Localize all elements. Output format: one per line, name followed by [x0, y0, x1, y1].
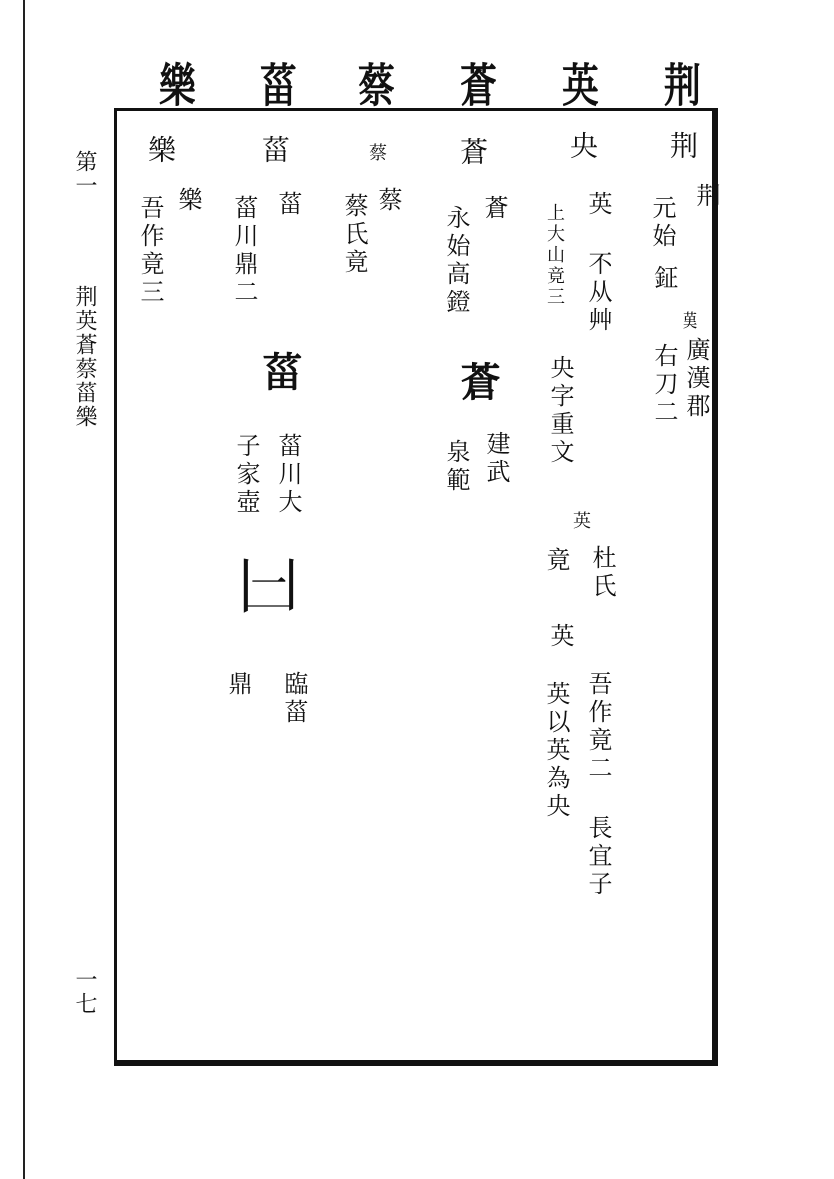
- entry-zi-source-5: 鼎: [224, 671, 252, 699]
- seal-char-zi: 菑: [254, 61, 298, 107]
- headword-le: 樂: [144, 135, 177, 165]
- entry-zi-source-1: 菑川鼎二: [230, 195, 258, 307]
- entry-ying-source-3: 竟: [542, 547, 570, 575]
- entry-cang-source-1: 永始高鐙: [442, 205, 470, 317]
- entry-jing-source-1: 元始: [648, 195, 676, 251]
- entry-ying-source-4: 吾作竟二 長宜子: [584, 671, 612, 899]
- headword-jing: 荆: [666, 131, 699, 161]
- entry-ying-source-1: 上大山竟三: [544, 203, 565, 308]
- entry-zi-source-4: 臨菑: [280, 671, 308, 727]
- seal-char-ying: 英: [556, 61, 600, 107]
- entry-zi-source-3: 子家壺: [232, 433, 260, 517]
- margin-section-heading: 荆英蒼蔡菑樂: [72, 285, 97, 429]
- entry-ying-note-1: 英 不从艸: [584, 191, 612, 335]
- entry-cai-char: 蔡: [374, 187, 402, 215]
- entry-zi-large-form: 菑: [256, 351, 303, 391]
- headword-ying: 央: [566, 131, 599, 161]
- headword-cai: 蔡: [366, 143, 387, 164]
- entry-ying-variant-1: 英: [570, 511, 591, 532]
- headword-cang: 蒼: [456, 137, 489, 167]
- seal-char-le: 樂: [153, 61, 197, 107]
- entry-zi-bronze-form: 𠙵: [228, 551, 302, 615]
- entry-jing-source-3: 廣漢郡: [682, 337, 710, 421]
- headword-zi: 菑: [258, 135, 291, 165]
- entry-zi-char: 菑: [274, 191, 302, 219]
- page-left-rule: [23, 0, 25, 1179]
- page-number: 一七: [72, 968, 97, 1016]
- seal-char-cang: 蒼: [454, 61, 498, 107]
- entry-jing-char: 荆: [692, 183, 720, 211]
- entry-cang-char: 蒼: [480, 195, 508, 223]
- entry-le-source: 吾作竟三: [136, 195, 164, 307]
- entries-frame: [114, 108, 718, 1066]
- margin-chapter-label: 第一: [72, 150, 97, 198]
- seal-char-jing: 荆: [658, 61, 702, 107]
- entry-cang-source-2: 建武: [482, 431, 510, 487]
- entry-jing-source-2: 鉦: [650, 265, 678, 293]
- entry-jing-source-4: 右刀二: [650, 343, 678, 427]
- entry-ying-note-2: 央字重文: [546, 355, 574, 467]
- entry-cai-source: 蔡氏竟: [340, 193, 368, 277]
- seal-char-cai: 蔡: [352, 61, 396, 107]
- entry-cang-large-form: 蒼: [454, 361, 501, 401]
- entry-zi-source-2: 菑川大: [274, 433, 302, 517]
- entry-ying-note-3: 英以英為央: [542, 681, 570, 821]
- entry-ying-source-2: 杜氏: [588, 545, 616, 601]
- entry-ying-variant-2: 英: [546, 623, 574, 651]
- seal-script-header-row: [0, 52, 834, 116]
- entry-le-char: 樂: [174, 187, 202, 215]
- entry-jing-variant: 𦰩: [678, 311, 699, 332]
- entry-cang-source-3: 泉範: [442, 439, 470, 495]
